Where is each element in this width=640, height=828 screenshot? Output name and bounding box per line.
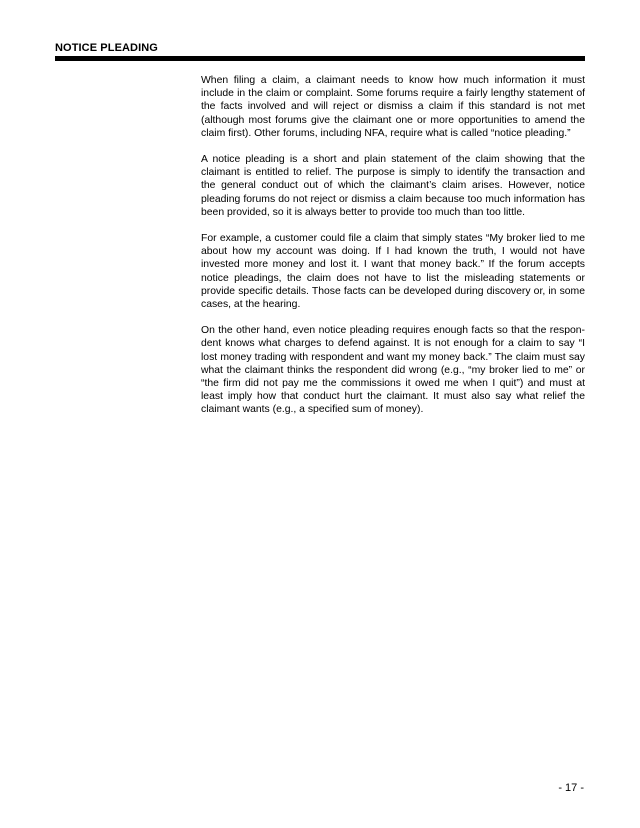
paragraph-example: For example, a customer could file a claim that simply states “My broker lied to me about how my account was doing. If I had known the truth, I would not have invested more money and lost it. I want that money back.” If the forum accepts notice pleadings, the claim does not have to list the misleading statements or provide specific details. Those facts can be developed during discovery or, in some cases, at the hearing.	[201, 233, 585, 311]
header-rule	[55, 56, 585, 61]
paragraph-other-hand: On the other hand, even notice pleading requires enough facts so that the respondent knows what charges to defend against. It is not enough for a claim to say “I lost money trading with respondent and want my money back.” The claim must say what the claimant thinks the respondent did wrong (e.g., “my broker lied to me” or “the firm did not pay me the commissions it owed me when I quit”) and must at least imply how that conduct hurt the claimant. It must also say what relief the claimant wants (e.g., a specified sum of money).	[201, 325, 585, 416]
body-text	[201, 74, 585, 430]
paragraph-filing-claim: When filing a claim, a claimant needs to know how much information it must include in the claim or complaint. Some forums require a fairly lengthy statement of the facts involved and will reject or dismiss a claim if this standard is not met (although most forums give the claimant one or more opportunities to amend the claim first). Other forums, including NFA, require what is called “notice pleading.”	[201, 75, 585, 139]
paragraph-notice-definition: A notice pleading is a short and plain statement of the claim showing that the claimant is entitled to relief. The purpose is simply to identify the transaction and the general conduct out of which the claimant’s claim arises. However, notice pleading forums do not reject or dismiss a claim because too much information has been provided, so it is always better to provide too much than too little.	[201, 154, 585, 218]
page-number: - 17 -	[558, 782, 584, 794]
section-title: NOTICE PLEADING	[55, 42, 158, 54]
